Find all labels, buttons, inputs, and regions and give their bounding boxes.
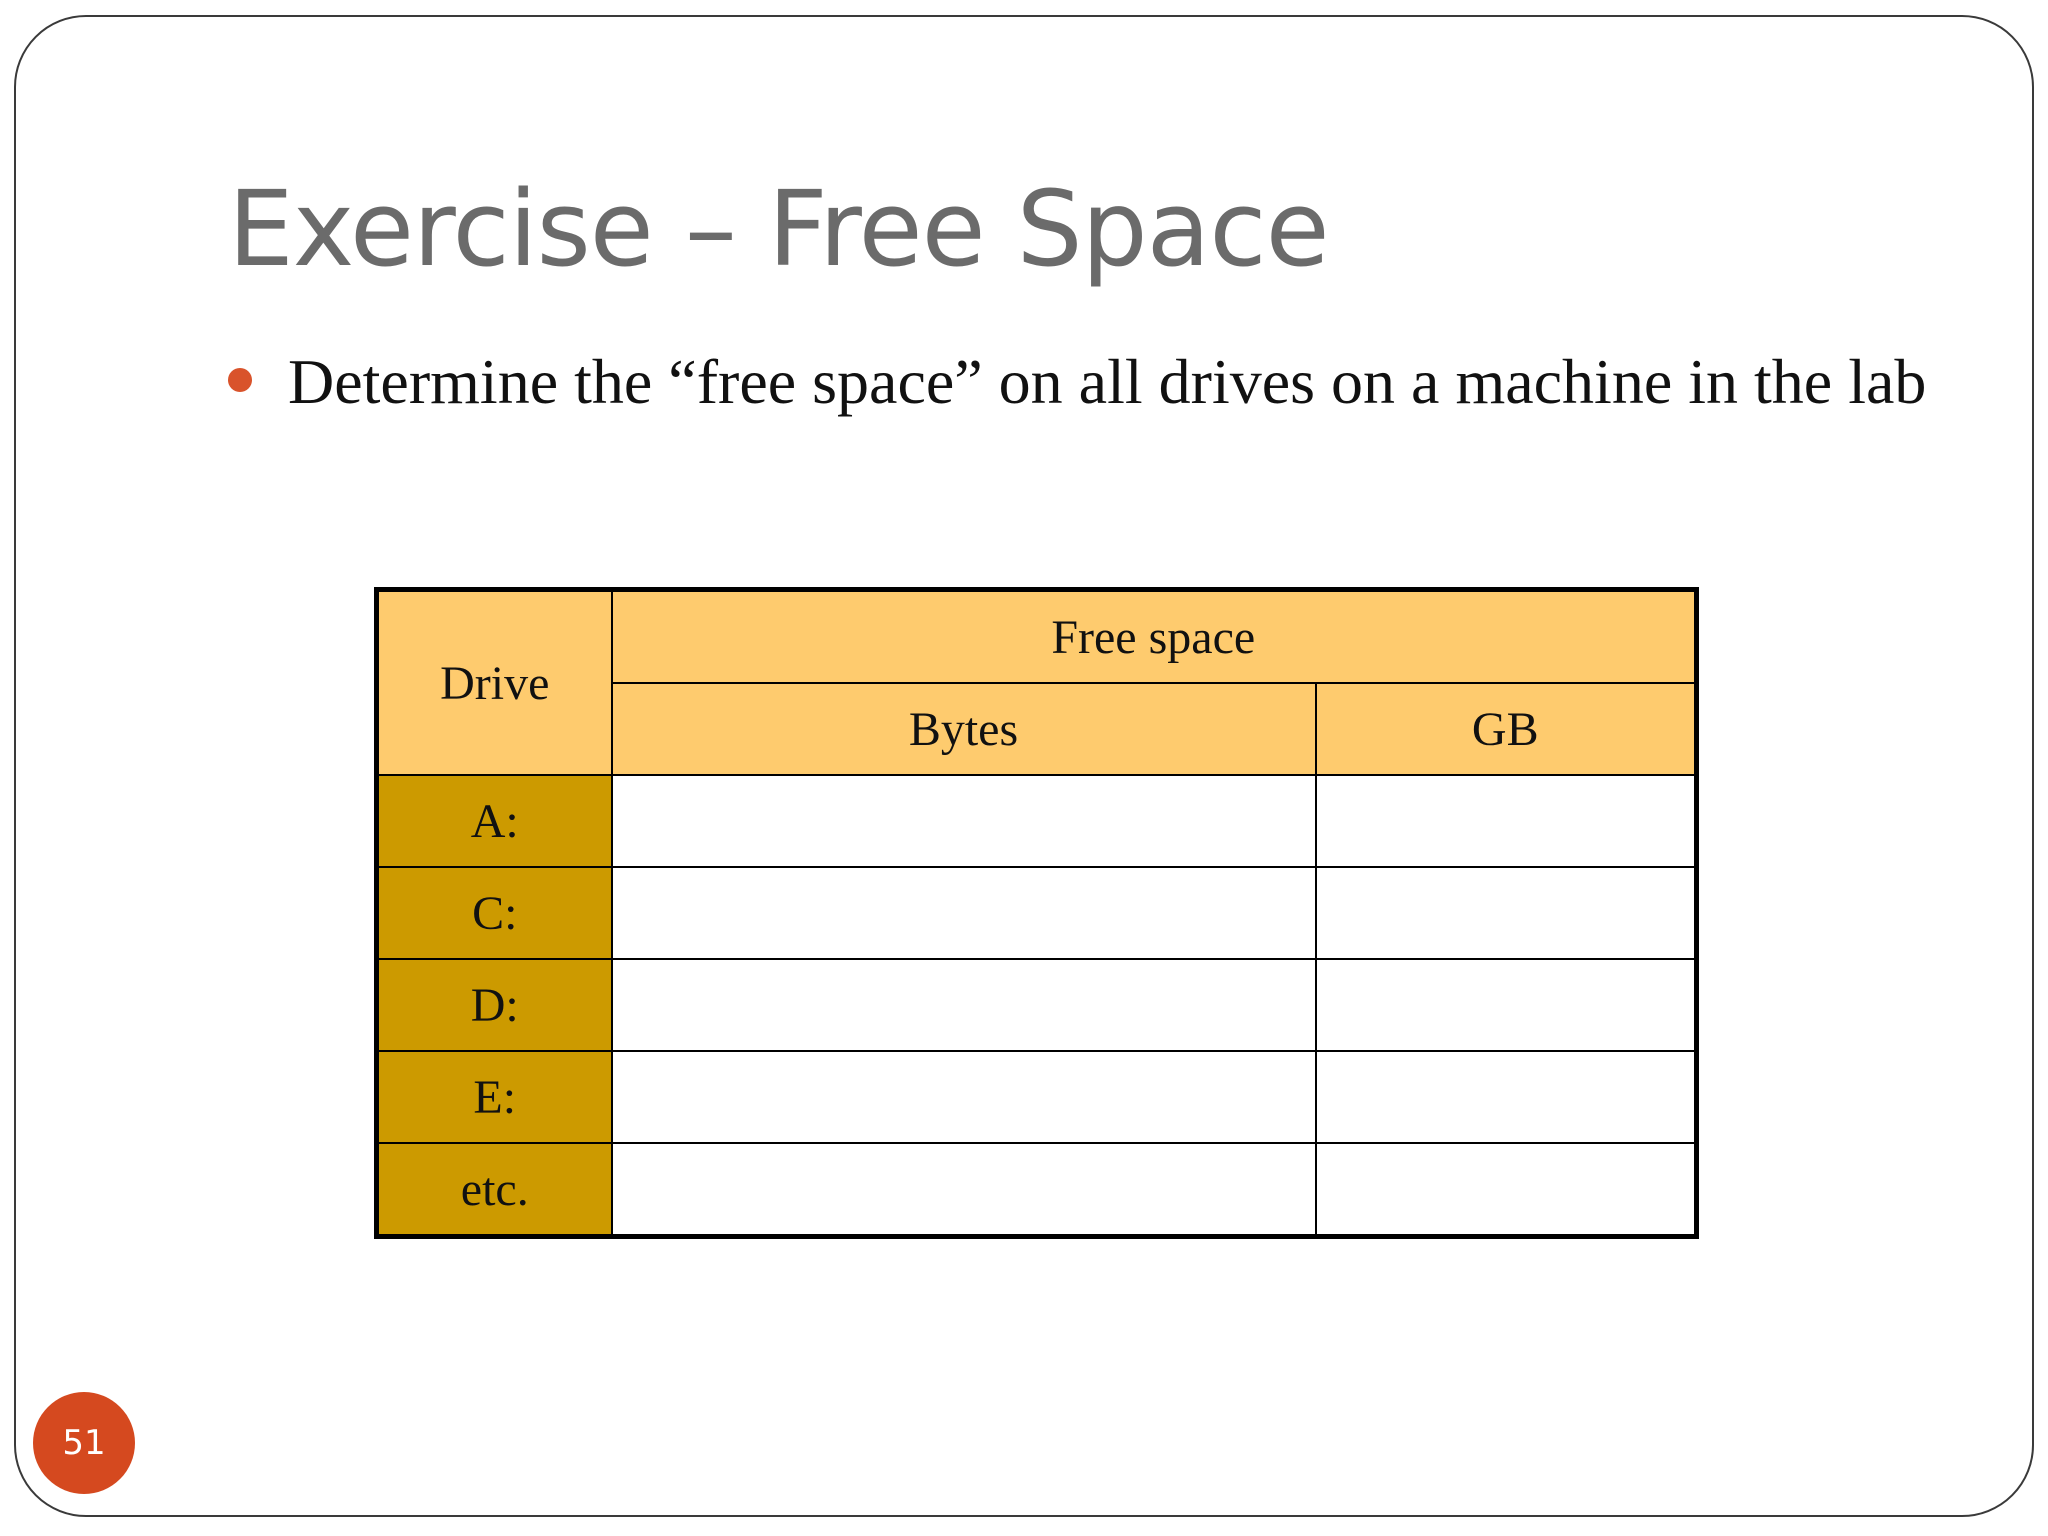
drive-cell: D: [377, 959, 612, 1051]
gb-column-header: GB [1316, 683, 1697, 775]
table-row [377, 959, 1697, 1051]
table-header-row [377, 590, 1697, 684]
bytes-cell [612, 775, 1316, 867]
bullet-text: Determine the “free space” on all drives on a machine in the lab [288, 346, 1927, 417]
page-number-badge: 51 [33, 1392, 135, 1494]
bytes-column-header: Bytes [612, 683, 1316, 775]
table-row [377, 775, 1697, 867]
gb-cell [1316, 1143, 1697, 1237]
drive-cell: E: [377, 1051, 612, 1143]
drive-cell: C: [377, 867, 612, 959]
drive-cell: A: [377, 775, 612, 867]
bytes-cell [612, 959, 1316, 1051]
gb-cell [1316, 1051, 1697, 1143]
slide-title: Exercise – Free Space [228, 168, 1329, 290]
bullet-dot-icon [228, 368, 252, 392]
gb-cell [1316, 867, 1697, 959]
drive-column-header: Drive [377, 590, 612, 776]
bytes-cell [612, 1051, 1316, 1143]
drive-cell: etc. [377, 1143, 612, 1237]
free-space-group-header: Free space [612, 590, 1697, 684]
bytes-cell [612, 1143, 1316, 1237]
gb-cell [1316, 959, 1697, 1051]
table-row [377, 867, 1697, 959]
table-row [377, 1143, 1697, 1237]
gb-cell [1316, 775, 1697, 867]
bytes-cell [612, 867, 1316, 959]
table-row [377, 1051, 1697, 1143]
free-space-table [374, 587, 1699, 1239]
